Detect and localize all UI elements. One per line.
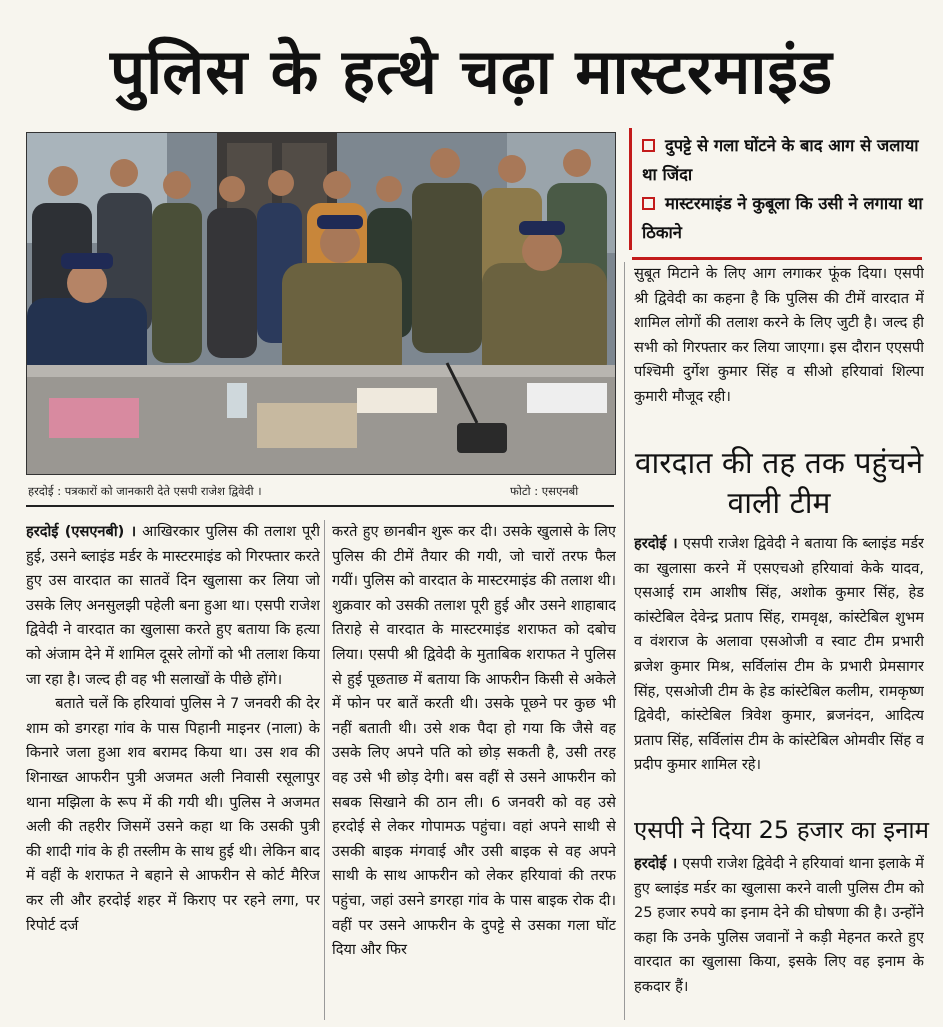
highlight-item: [642, 131, 932, 189]
subheading: वारदात की तह तक पहुंचने वाली टीम: [634, 446, 924, 521]
headline: पुलिस के हत्थे चढ़ा मास्टरमाइंड: [109, 35, 834, 108]
bullet-box-icon: [642, 139, 655, 152]
photo-caption: हरदोई : पत्रकारों को जानकारी देते एसपी राजेश द्विवेदी ।: [28, 484, 262, 498]
paragraph-text: एसपी राजेश द्विवेदी ने हरियावां थाना इलाके में हुए ब्लाइंड मर्डर का खुलासा करने वाली पुलिस टीम को 25 हजार रुपये का इनाम देने की घोषणा की है। उन्होंने कहा कि उनके पुलिस जवानों ने कड़ी मेहनत करते हुए वारदात का खुलासा किया, इसके लिए वह इनाम के हकदार हैं।: [634, 855, 924, 995]
paragraph-text: एसपी राजेश द्विवेदी ने बताया कि ब्लाइंड मर्डर का खुलासा करने में एसएचओ हरियावां केके यादव, एसआई राम आशीष सिंह, अशोक कुमार सिंह, हेड कांस्टेबिल देवेन्द्र प्रताप सिंह, रामवृक्ष, कांस्टेबिल शुभम व वंशराज के अलावा एसओजी व स्वाट टीम प्रभारी ब्रजेश कुमार मिश्र, सर्विलांस टीम के प्रभारी प्रेमसागर सिंह, एसओजी टीम के हेड कांस्टेबिल कलीम, रामकृष्ण द्विवेदी, कांस्टेबिल त्रिवेश कुमार, ब्रजनंदन, आदित्य प्रताप सिंह, सर्विलांस टीम के कांस्टेबिल ओमवीर सिंह व प्रदीप कुमार शामिल रहे।: [634, 535, 924, 774]
divider: [26, 505, 614, 507]
paragraph: सुबूत मिटाने के लिए आग लगाकर फूंक दिया। एसपी श्री द्विवेदी का कहना है कि पुलिस की टीमें वारदात में शामिल लोगों की तलाश करने के लिए जुटी है। जल्द ही सभी को गिरफ्तार कर लिया जाएगा। इस दौरान एएसपी पश्चिमी दुर्गेश कुमार सिंह व सीओ हरियावां शिल्पा कुमारी मौजूद रही।: [634, 265, 924, 405]
article-column-2: [332, 520, 616, 1020]
subheading: एसपी ने दिया 25 हजार का इनाम: [634, 816, 929, 844]
article-column-1: [26, 520, 320, 1020]
paragraph: बताते चलें कि हरियावां पुलिस ने 7 जनवरी की देर शाम को डगरहा गांव के पास पिहानी माइनर (नाला) के किनारे जला हुआ शव बरामद किया था। उस शव की शिनाख्त आफरीन पुत्री अजमत अली निवासी रसूलापुर थाना मझिला के रूप में की गयी थी। पुलिस ने अजमत अली की तहरीर जिसमें उसने कहा था कि उसकी पुत्री की शादी गांव के ही तस्लीम के साथ हुई थी। लेकिन बाद में वहीं के शराफत ने बहाने से आफरीन से कोर्ट मैरिज कर ली और हरदोई शहर में किराए पर रहने लगा, पर रिपोर्ट दर्ज: [26, 695, 320, 934]
article-column-3: [634, 262, 924, 432]
dateline: हरदोई (एसएनबी) ।: [26, 523, 137, 540]
news-photo: [26, 132, 616, 475]
bullet-box-icon: [642, 197, 655, 210]
highlight-rule: [629, 128, 632, 250]
paragraph: [634, 852, 924, 1000]
highlight-text: मास्टरमाइंड ने कुबूला कि उसी ने लगाया था ठिकाने: [642, 194, 923, 242]
paragraph: [634, 532, 924, 778]
photo-credit: फोटो : एसएनबी: [510, 484, 579, 498]
dateline: हरदोई ।: [634, 855, 678, 872]
column-rule: [624, 262, 625, 1020]
column-rule: [324, 520, 325, 1020]
highlight-text: दुपट्टे से गला घोंटने के बाद आग से जलाया था जिंदा: [642, 136, 919, 184]
paragraph-text: आखिरकार पुलिस की तलाश पूरी हुई, उसने ब्लाइंड मर्डर के मास्टरमाइंड को गिरफ्तार करते हुए उस वारदात का सातवें दिन खुलासा कर लिया जो उसके लिए अनसुलझी पहेली बना हुआ था। एसपी राजेश द्विवेदी ने वारदात का खुलासा करते हुए बताया कि हत्या को अंजाम देने में शामिल दूसरे लोगों को भी तलाश किया जा रहा है। जल्द ही वह भी सलाखों के पीछे होंगे।: [26, 523, 320, 688]
dateline: हरदोई ।: [634, 535, 678, 552]
paragraph: [26, 520, 320, 692]
team-paragraph: [634, 532, 924, 808]
paragraph: करते हुए छानबीन शुरू कर दी। उसके खुलासे के लिए पुलिस की टीमें तैयार की गयी, जो चारों तरफ फैल गयीं। पुलिस को वारदात के मास्टरमाइंड की तलाश थी। शुक्रवार को उसकी तलाश पूरी हुई और उसने शाहाबाद तिराहे से वारदात के मास्टरमाइंड शराफत को दबोच लिया। एसपी श्री द्विवेदी के मुताबिक शराफत ने पुलिस से हुई पूछताछ में बताया कि आफरीन किसी से अकेले में फोन पर बातें करती थी। उसके पूछने पर कुछ भी नहीं बताती थी। उसे शक पैदा हो गया कि जैसे वह उसके लिए अपने पति को छोड़ सकती है, उसी तरह वह उसे भी छोड़ देगी। बस वहीं से उसने आफरीन को सबक सिखाने की ठान ली। 6 जनवरी को वह उसे हरदोई से लेकर गोपामऊ पहुंचा। वहां अपने साथी से उसकी बाइक मंगवाई और उसी बाइक से वह अपने साथी के साथ आफरीन को लेकर हरियावां की तरफ पहुंचा, जहां उसने डगरहा गांव के पास बाइक रोक दी। वहीं पर उसने आफरीन के दुपट्टे से उसका गला घोंट दिया और फिर: [332, 523, 616, 959]
reward-paragraph: [634, 852, 924, 1022]
highlight-item: [642, 189, 932, 247]
divider: [632, 257, 922, 260]
